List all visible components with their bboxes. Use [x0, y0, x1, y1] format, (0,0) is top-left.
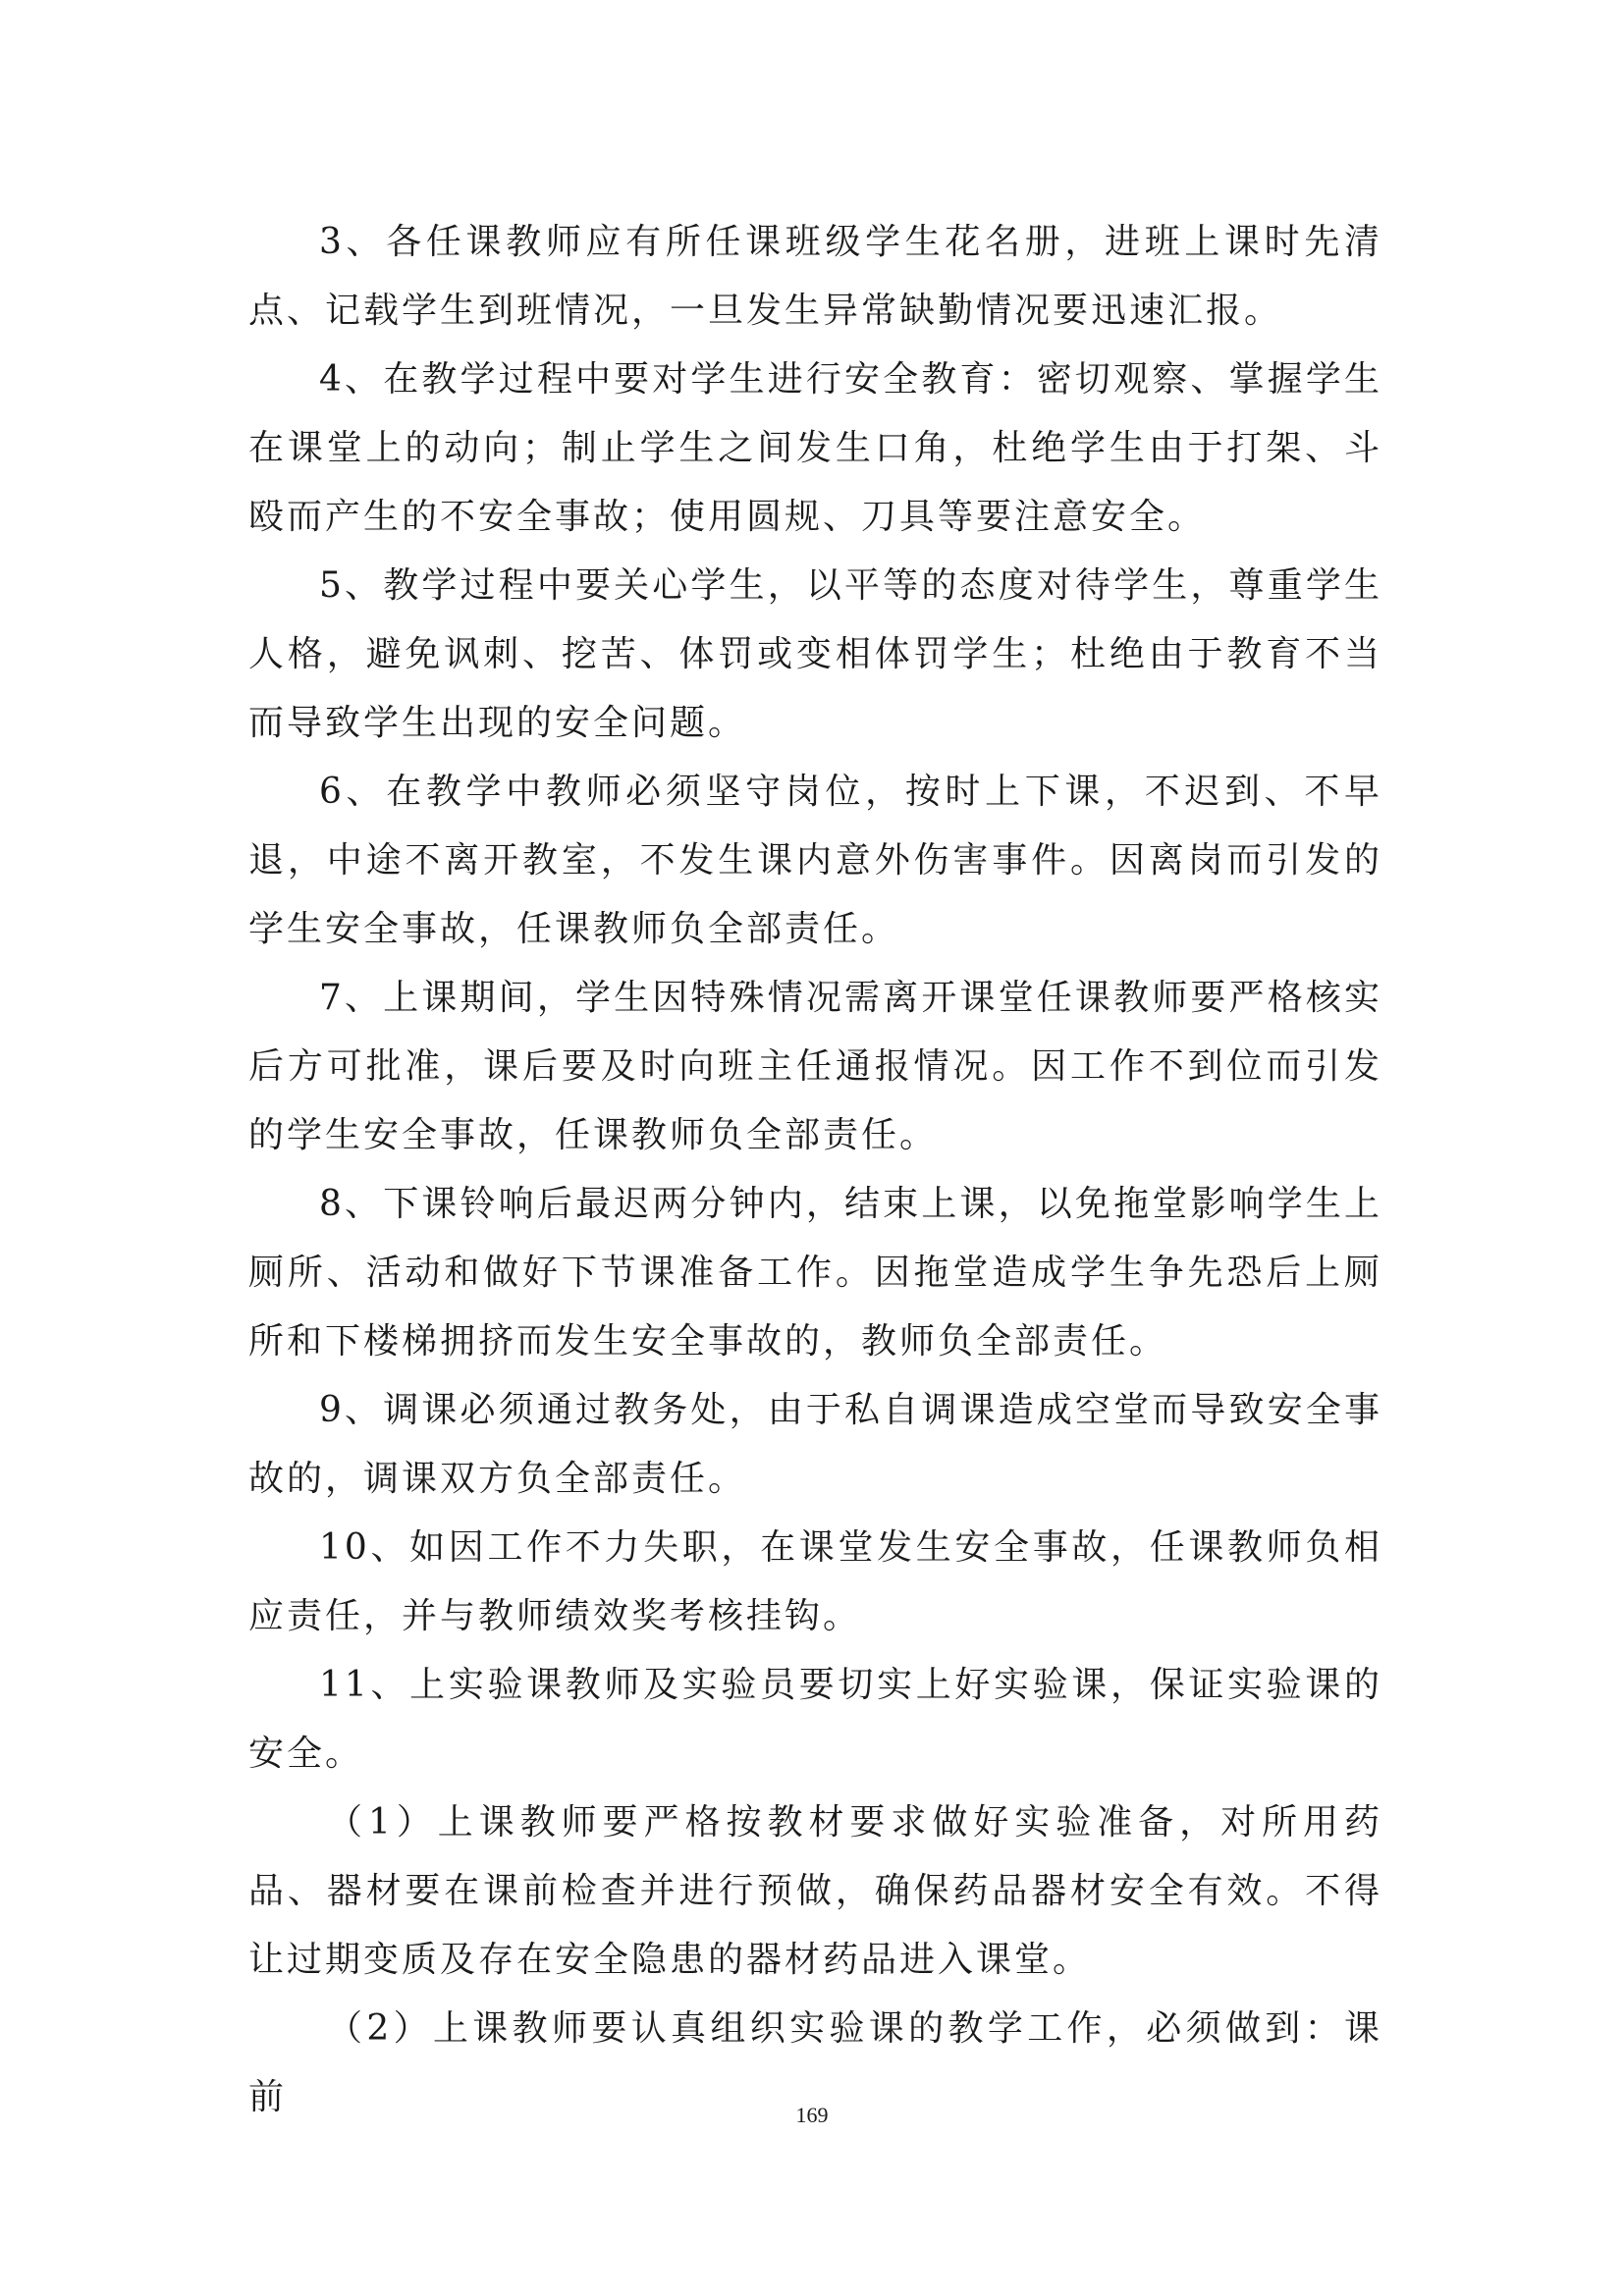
paragraph-item-8: 8、下课铃响后最迟两分钟内，结束上课，以免拖堂影响学生上厕所、活动和做好下节课准备工作。因拖堂造成学生争先恐后上厕所和下楼梯拥挤而发生安全事故的，教师负全部责任。: [248, 1184, 1382, 1362]
paragraph-item-4: 4、在教学过程中要对学生进行安全教育：密切观察、掌握学生在课堂上的动向；制止学生之间发生口角，杜绝学生由于打架、斗殴而产生的不安全事故；使用圆规、刀具等要注意安全。: [248, 359, 1382, 537]
paragraph-item-10: 10、如因工作不力失职，在课堂发生安全事故，任课教师负相应责任，并与教师绩效奖考核挂钩。: [248, 1527, 1382, 1636]
paragraph-item-3: 3、各任课教师应有所任课班级学生花名册，进班上课时先清点、记载学生到班情况，一旦发生异常缺勤情况要迅速汇报。: [248, 222, 1382, 331]
paragraph-item-7: 7、上课期间，学生因特殊情况需离开课堂任课教师要严格核实后方可批准，课后要及时向班主任通报情况。因工作不到位而引发的学生安全事故，任课教师负全部责任。: [248, 978, 1382, 1155]
paragraph-item-5: 5、教学过程中要关心学生，以平等的态度对待学生，尊重学生人格，避免讽刺、挖苦、体罚或变相体罚学生；杜绝由于教育不当而导致学生出现的安全问题。: [248, 565, 1382, 743]
page-number: 169: [795, 2103, 829, 2127]
paragraph-subitem-2: （2）上课教师要认真组织实验课的教学工作，必须做到：课前: [248, 2008, 1382, 2117]
paragraph-item-6: 6、在教学中教师必须坚守岗位，按时上下课，不迟到、不早退，中途不离开教室，不发生课内意外伤害事件。因离岗而引发的学生安全事故，任课教师负全部责任。: [248, 772, 1382, 949]
paragraph-subitem-1: （1）上课教师要严格按教材要求做好实验准备，对所用药品、器材要在课前检查并进行预做，确保药品器材安全有效。不得让过期变质及存在安全隐患的器材药品进入课堂。: [248, 1802, 1382, 1980]
body-text: [248, 208, 1382, 2132]
paragraph-item-9: 9、调课必须通过教务处，由于私自调课造成空堂而导致安全事故的，调课双方负全部责任。: [248, 1390, 1382, 1499]
paragraph-item-11: 11、上实验课教师及实验员要切实上好实验课，保证实验课的安全。: [248, 1665, 1382, 1774]
